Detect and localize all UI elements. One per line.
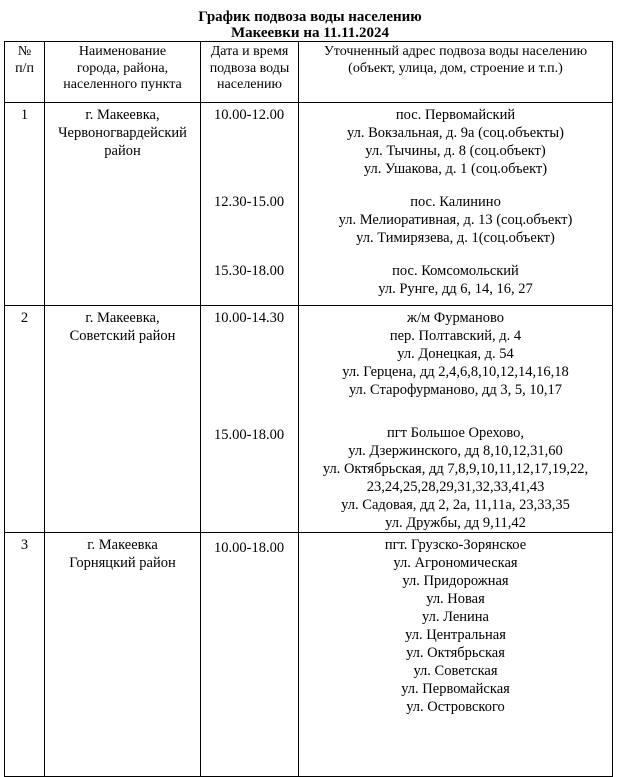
header-num (5, 42, 45, 103)
water-schedule-table (4, 41, 613, 777)
address-line: ул. Старофурманово, дд 3, 5, 10,17 (348, 382, 563, 398)
row-times (201, 103, 299, 306)
row-city (45, 306, 201, 533)
header-text: подвоза воды (209, 60, 290, 76)
address-line: ул. Островского (406, 699, 505, 715)
header-text: населенного пункта (63, 77, 182, 92)
city-line: г. Макеевка, (85, 310, 160, 326)
row-num: 1 (5, 103, 45, 306)
city-line: Горняцкий район (69, 555, 176, 571)
address-line: 23,24,25,28,29,31,32,33,41,43 (366, 479, 545, 495)
address-group (299, 262, 612, 298)
title-line-1: График подвоза воды населению (198, 9, 422, 25)
address-line: пос. Первомайский (395, 107, 516, 123)
header-city (45, 42, 201, 103)
address-group (299, 536, 612, 716)
header-text: Уточненный адрес подвоза воды населению (323, 44, 588, 59)
table-row (5, 533, 613, 777)
address-line: ул. Октябрьская, дд 7,8,9,10,11,12,17,19,22, (322, 461, 589, 477)
address-line: ул. Центральная (405, 627, 506, 643)
address-line: ул. Садовая, дд 2, 2а, 11,11а, 23,33,35 (341, 497, 570, 513)
address-line: пер. Полтавский, д. 4 (389, 328, 522, 344)
table-header-row (5, 42, 613, 103)
address-line: ул. Новая (426, 591, 485, 607)
address-line: пос. Комсомольский (392, 263, 519, 279)
row-times (201, 533, 299, 777)
address-line: ул. Ушакова, д. 1 (соц.объект) (363, 161, 548, 177)
address-line: ул. Первомайская (401, 681, 510, 697)
address-line: пос. Калинино (410, 194, 501, 210)
city-line: район (104, 143, 141, 159)
city-line: Советский район (69, 328, 176, 344)
row-num: 3 (5, 533, 45, 777)
table-row (5, 306, 613, 533)
address-line: пгт Большое Орехово, (386, 425, 525, 441)
time-slot: 10.00-12.00 (214, 107, 285, 123)
address-line: ул. Агрономическая (393, 555, 518, 571)
row-city (45, 103, 201, 306)
address-line: ул. Мелиоративная, д. 13 (соц.объект) (338, 212, 573, 228)
table-row (5, 103, 613, 306)
header-text: п/п (15, 60, 34, 76)
row-times (201, 306, 299, 533)
row-addresses (299, 533, 613, 777)
address-line: ул. Придорожная (402, 573, 509, 589)
city-line: г. Макеевка, (85, 107, 160, 123)
address-line: ул. Донецкая, д. 54 (397, 346, 514, 362)
header-text: № (17, 44, 32, 59)
address-line: ул. Октябрьская (406, 645, 505, 661)
address-line: ул. Тимирязева, д. 1(соц.объект) (356, 230, 555, 246)
header-text: Дата и время (210, 44, 289, 59)
time-slot: 15.30-18.00 (214, 263, 285, 279)
time-slot: 10.00-14.30 (214, 310, 285, 326)
row-num: 2 (5, 306, 45, 533)
row-city (45, 533, 201, 777)
address-line: ул. Дзержинского, дд 8,10,12,31,60 (348, 443, 563, 459)
row-addresses (299, 103, 613, 306)
time-slot: 12.30-15.00 (214, 194, 285, 210)
address-line: ул. Рунге, дд 6, 14, 16, 27 (378, 281, 533, 297)
document-title (0, 9, 620, 41)
address-group (299, 309, 612, 399)
city-line: Червоногвардейский (58, 125, 187, 141)
time-slot: 15.00-18.00 (214, 427, 285, 443)
address-line: пгт. Грузско-Зорянское (384, 537, 527, 553)
address-line: ул. Советская (413, 663, 498, 679)
city-line: г. Макеевка (87, 537, 158, 553)
address-line: ул. Ленина (422, 609, 489, 625)
header-text: населению (217, 77, 282, 92)
row-addresses (299, 306, 613, 533)
title-line-2: Макеевки на 11.11.2024 (230, 25, 390, 41)
time-slot: 10.00-18.00 (214, 540, 285, 556)
address-line: ж/м Фурманово (406, 310, 505, 326)
address-group (299, 424, 612, 532)
address-group (299, 106, 612, 178)
address-line: ул. Герцена, дд 2,4,6,8,10,12,14,16,18 (342, 364, 569, 380)
header-text: Наименование (78, 44, 167, 59)
header-text: города, района, (76, 60, 169, 76)
header-address (299, 42, 613, 103)
address-line: ул. Тычины, д. 8 (соц.объект) (365, 143, 546, 159)
address-line: ул. Дружбы, дд 9,11,42 (385, 515, 526, 531)
address-line: ул. Вокзальная, д. 9а (соц.объекты) (347, 125, 564, 141)
header-text: (объект, улица, дом, строение и т.п.) (348, 60, 563, 76)
header-time (201, 42, 299, 103)
address-group (299, 193, 612, 247)
